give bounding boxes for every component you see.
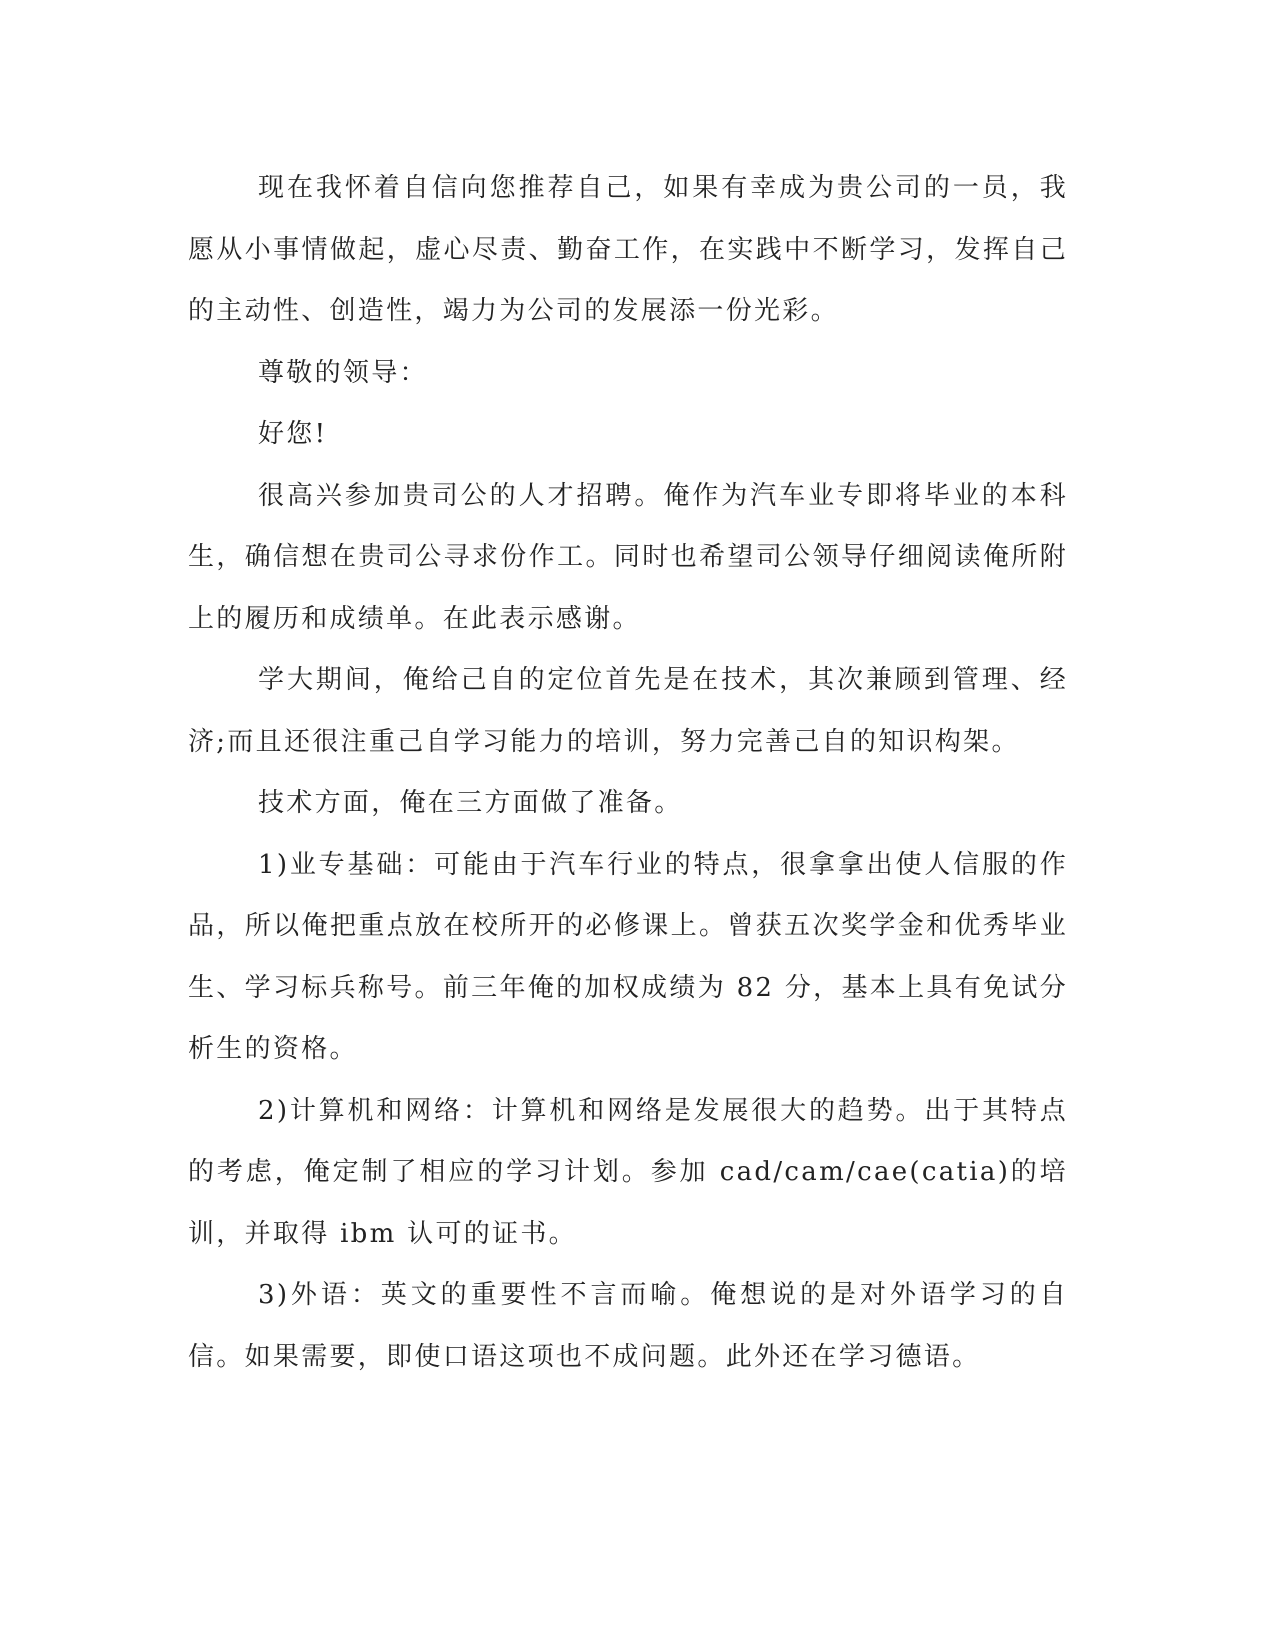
paragraph-professional-basics: 1)业专基础：可能由于汽车行业的特点，很拿拿出使人信服的作品，所以俺把重点放在校所开的必修课上。曾获五次奖学金和优秀毕业生、学习标兵称号。前三年俺的加权成绩为 82 分，基本上具有免试分析生的资格。 [188, 849, 1068, 1064]
paragraph-greeting: 好您! [258, 419, 328, 449]
paragraph-foreign-language: 3)外语：英文的重要性不言而喻。俺想说的是对外语学习的自信。如果需要，即使口语这项也不成问题。此外还在学习德语。 [188, 1280, 1068, 1372]
paragraph-self-recommendation: 现在我怀着自信向您推荐自己，如果有幸成为贵公司的一员，我愿从小事情做起，虚心尽责、勤奋工作，在实践中不断学习，发挥自己的主动性、创造性，竭力为公司的发展添一份光彩。 [188, 173, 1068, 326]
paragraph-computer-network: 2)计算机和网络：计算机和网络是发展很大的趋势。出于其特点的考虑，俺定制了相应的学习计划。参加 cad/cam/cae(catia)的培训，并取得 ibm 认可的证书。 [188, 1095, 1068, 1249]
document-body [188, 158, 1068, 1388]
paragraph-salutation: 尊敬的领导： [258, 357, 428, 388]
paragraph-university-focus: 学大期间，俺给己自的定位首先是在技术，其次兼顾到管理、经济;而且还很注重己自学习能力的培训，努力完善己自的知识构架。 [188, 665, 1068, 757]
paragraph-introduction: 很高兴参加贵司公的人才招聘。俺作为汽车业专即将毕业的本科生，确信想在贵司公寻求份作工。同时也希望司公领导仔细阅读俺所附上的履历和成绩单。在此表示感谢。 [188, 480, 1068, 634]
paragraph-technical-preparation: 技术方面，俺在三方面做了准备。 [258, 788, 683, 818]
